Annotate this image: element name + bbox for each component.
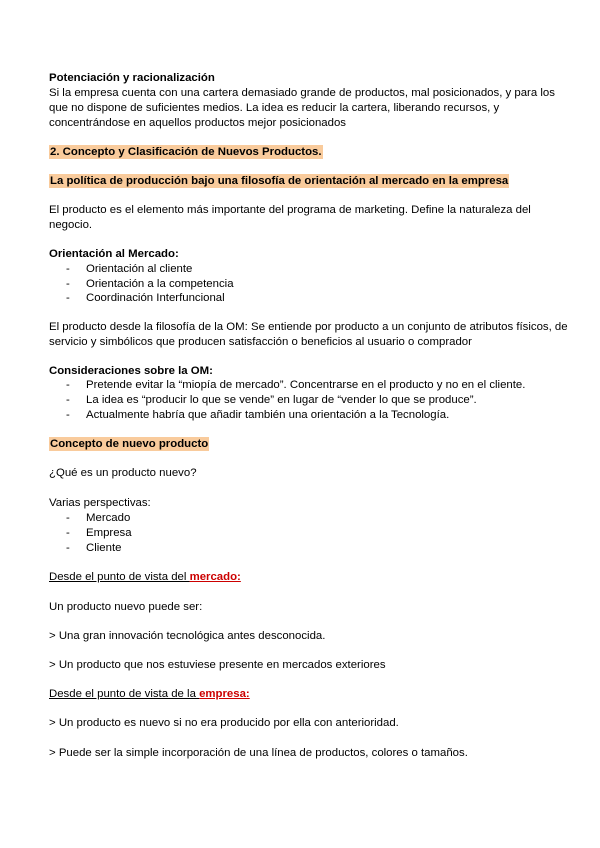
view-keyword: empresa: xyxy=(199,688,250,700)
view-prefix: Desde el punto de vista del xyxy=(49,571,190,583)
bullet-dash: - xyxy=(66,542,70,554)
view-prefix: Desde el punto de vista de la xyxy=(49,688,200,700)
list-item xyxy=(66,541,121,555)
list-item xyxy=(66,277,234,291)
list-item-text: Mercado xyxy=(86,512,131,524)
paragraph-line: El producto es el elemento más importante del programa de marketing. Define la naturaleza del xyxy=(49,204,531,216)
perspectivas-title: Varias perspectivas: xyxy=(49,497,151,509)
bullet-dash: - xyxy=(66,278,70,290)
view-keyword: mercado: xyxy=(189,571,241,583)
heading-2 xyxy=(49,145,323,159)
highlighted-heading: 2. Concepto y Clasificación de Nuevos Productos. xyxy=(50,146,322,158)
paragraph-line: El producto desde la filosofía de la OM: Se entiende por producto a un conjunto de atributos físicos, de xyxy=(49,321,568,333)
point-line: > Una gran innovación tecnológica antes desconocida. xyxy=(49,630,326,642)
list-item xyxy=(66,262,192,276)
heading-nuevo-producto xyxy=(49,437,209,451)
list-item-text: Orientación al cliente xyxy=(86,263,193,275)
paragraph-line: negocio. xyxy=(49,219,93,231)
bullet-dash: - xyxy=(66,527,70,539)
list-item xyxy=(66,511,130,525)
list-item xyxy=(66,393,477,407)
mercado-view-heading xyxy=(49,570,241,584)
list-item xyxy=(66,378,525,392)
list-item-text: Cliente xyxy=(86,542,122,554)
section-title-potenciacion: Potenciación y racionalización xyxy=(49,72,215,84)
list-item xyxy=(66,291,225,305)
section-title-consideraciones: Consideraciones sobre la OM: xyxy=(49,365,213,377)
list-item-text: Empresa xyxy=(86,527,132,539)
list-item-text: La idea es “producir lo que se vende” en lugar de “vender lo que se produce”. xyxy=(86,394,477,406)
paragraph-line: servicio y simbólicos que producen satisfacción o beneficios al usuario o comprador xyxy=(49,336,472,348)
list-item-text: Orientación a la competencia xyxy=(86,278,234,290)
bullet-dash: - xyxy=(66,512,70,524)
bullet-dash: - xyxy=(66,394,70,406)
list-item-text: Pretende evitar la “miopía de mercado”. Concentrarse en el producto y no en el cliente. xyxy=(86,379,526,391)
section-title-orientacion: Orientación al Mercado: xyxy=(49,248,179,260)
bullet-dash: - xyxy=(66,292,70,304)
list-item xyxy=(66,526,132,540)
highlighted-heading: La política de producción bajo una filosofía de orientación al mercado en la empresa xyxy=(50,175,509,187)
point-line: > Un producto es nuevo si no era producido por ella con anterioridad. xyxy=(49,717,399,729)
paragraph-line: concentrándose en aquellos productos mejor posicionados xyxy=(49,117,346,129)
point-line: > Puede ser la simple incorporación de una línea de productos, colores o tamaños. xyxy=(49,747,468,759)
paragraph-line: Si la empresa cuenta con una cartera demasiado grande de productos, mal posicionados, y para los xyxy=(49,87,555,99)
paragraph-line: que no dispone de suficientes medios. La idea es reducir la cartera, liberando recursos, y xyxy=(49,102,500,114)
list-item-text: Coordinación Interfuncional xyxy=(86,292,225,304)
highlighted-heading: Concepto de nuevo producto xyxy=(50,438,209,450)
point-line: > Un producto que nos estuviese presente en mercados exteriores xyxy=(49,659,386,671)
bullet-dash: - xyxy=(66,409,70,421)
question-line: ¿Qué es un producto nuevo? xyxy=(49,467,197,479)
bullet-dash: - xyxy=(66,379,70,391)
list-item xyxy=(66,408,449,422)
empresa-view-heading xyxy=(49,687,250,701)
bullet-dash: - xyxy=(66,263,70,275)
list-item-text: Actualmente habría que añadir también una orientación a la Tecnología. xyxy=(86,409,450,421)
paragraph-line: Un producto nuevo puede ser: xyxy=(49,601,203,613)
heading-politica xyxy=(49,174,509,188)
